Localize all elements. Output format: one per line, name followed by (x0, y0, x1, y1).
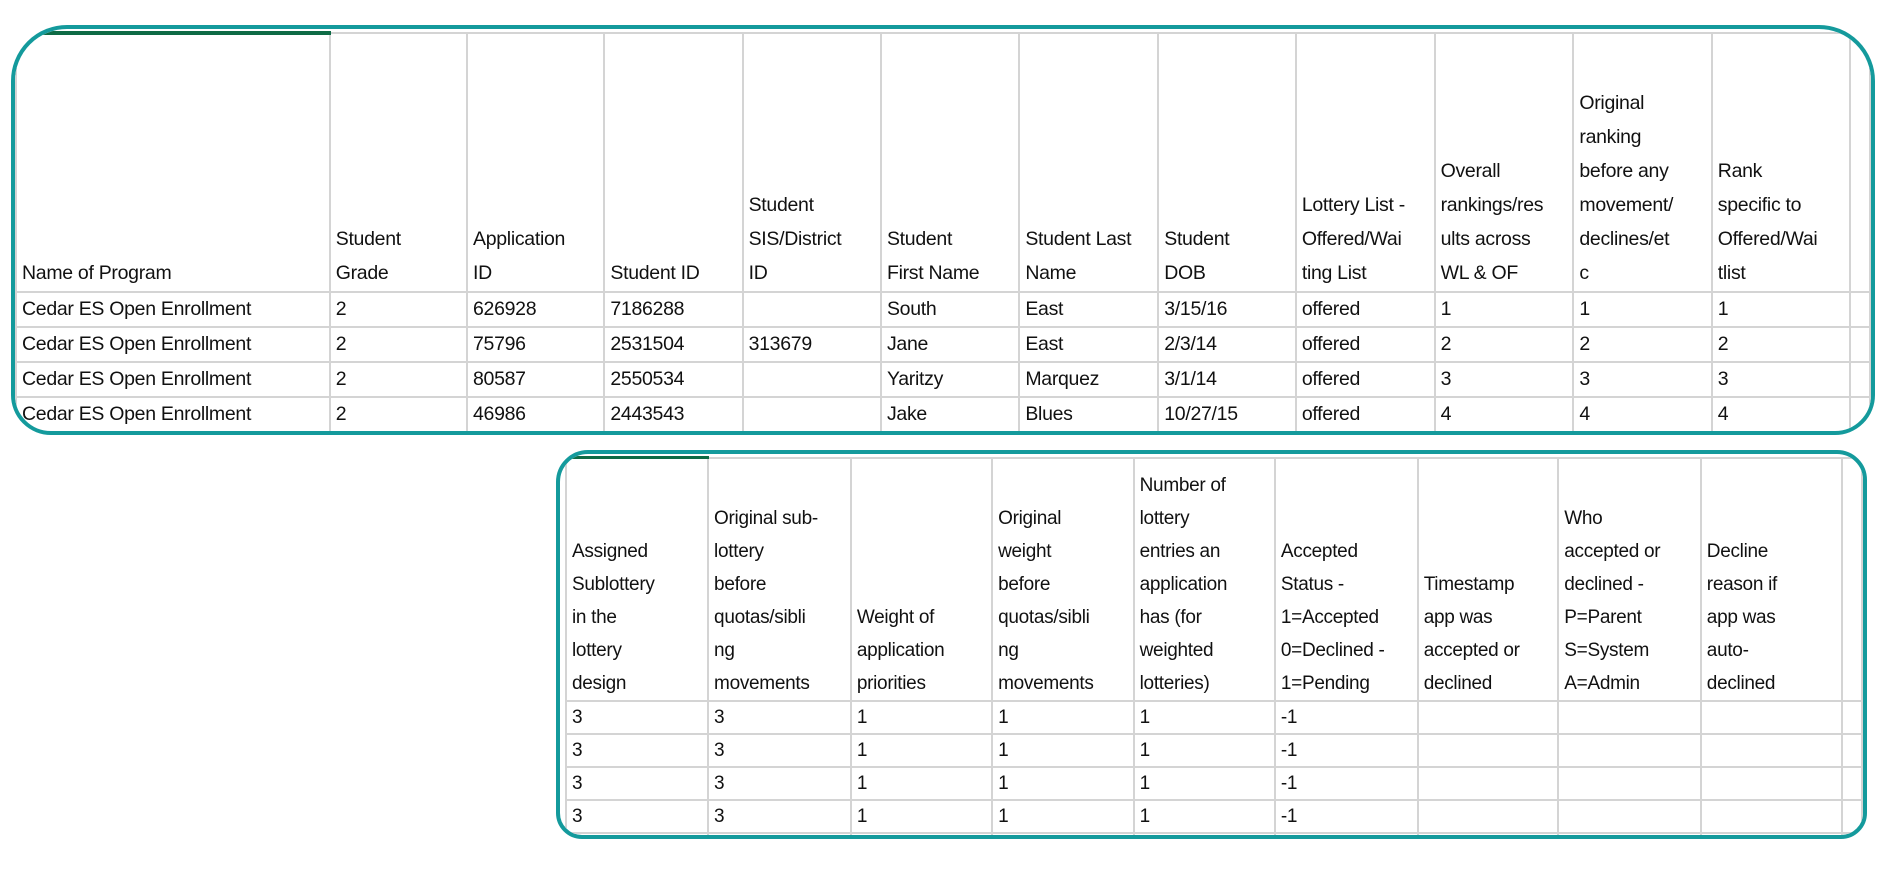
empty-row (566, 833, 1862, 839)
header-text-line: reason if (1706, 574, 1777, 595)
header-text-line: application (1139, 574, 1228, 595)
column-header-who-accepted-or-declined-p-parent-s-system-a-admin[interactable] (1558, 458, 1701, 702)
header-text-line: DOB (1164, 262, 1206, 284)
column-header-student-grade[interactable] (330, 33, 467, 292)
empty-cell[interactable] (1435, 432, 1574, 435)
cell-student-sis-district-id[interactable] (743, 362, 881, 397)
header-text-line: movements (714, 673, 810, 694)
header-text-line: Offered/Wai (1301, 228, 1402, 250)
column-header-original-sub-lottery-before-quotas-sibli-ng-movements[interactable] (708, 458, 851, 702)
empty-cell[interactable] (708, 833, 851, 839)
header-text-line: rankings/res (1440, 194, 1544, 216)
column-header-student-dob[interactable] (1158, 33, 1296, 292)
cell-weight-of-application-priorities[interactable]: 1 (851, 800, 992, 833)
header-text-line: movements (998, 673, 1094, 694)
cell-student-dob[interactable]: 2/3/14 (1158, 327, 1296, 362)
column-header-timestamp-app-was-accepted-or-declined[interactable] (1418, 458, 1559, 702)
cell-rank-specific-to-offered-wai-tlist[interactable]: 3 (1712, 362, 1851, 397)
table-row (16, 292, 1870, 327)
cell-weight-of-application-priorities[interactable]: 1 (851, 767, 992, 800)
cell-student-grade[interactable]: 2 (330, 327, 467, 362)
column-header-name-of-program[interactable] (16, 33, 330, 292)
header-text-line: app was (1423, 607, 1493, 628)
cell-student-sis-district-id[interactable]: 313679 (743, 327, 881, 362)
cell-original-ranking-before-any-movement-declines-et-c[interactable]: 3 (1573, 362, 1711, 397)
cell-student-id[interactable]: 2550534 (604, 362, 742, 397)
table-row (16, 397, 1870, 432)
header-text-line: tlist (1717, 262, 1746, 284)
header-text-line: Overall (1440, 160, 1501, 182)
empty-cell[interactable] (1712, 432, 1851, 435)
cell-timestamp-app-was-accepted-or-declined[interactable] (1418, 767, 1559, 800)
empty-cell[interactable] (604, 432, 742, 435)
column-header-student-first-name[interactable] (881, 33, 1019, 292)
header-text-line: in the (572, 607, 617, 628)
empty-header-cell[interactable] (1842, 458, 1862, 702)
cell-who-accepted-or-declined-p-parent-s-system-a-admin[interactable] (1558, 701, 1701, 734)
header-text-line: accepted or (1423, 640, 1520, 661)
column-header-student-sis-district-id[interactable] (743, 33, 881, 292)
cell-assigned-sublottery-in-the-lottery-design[interactable]: 3 (566, 767, 708, 800)
cell-assigned-sublottery-in-the-lottery-design[interactable]: 3 (566, 800, 708, 833)
table-row (566, 800, 1862, 833)
empty-cell[interactable] (566, 833, 708, 839)
empty-cell[interactable] (16, 432, 330, 435)
cell-who-accepted-or-declined-p-parent-s-system-a-admin[interactable] (1558, 734, 1701, 767)
header-text-line: First Name (886, 262, 980, 284)
top-table-highlight-frame (11, 25, 1875, 435)
empty-cell[interactable] (1573, 432, 1711, 435)
header-text-line: Status - (1280, 574, 1344, 595)
header-text-line: WL & OF (1440, 262, 1518, 284)
cell-original-ranking-before-any-movement-declines-et-c[interactable]: 1 (1573, 292, 1711, 327)
empty-cell[interactable] (1842, 701, 1862, 734)
cell-original-weight-before-quotas-sibli-ng-movements[interactable]: 1 (992, 800, 1134, 833)
cell-student-last-name[interactable]: Blues (1019, 397, 1158, 432)
header-text-line: quotas/sibli (998, 607, 1090, 628)
header-text-line: before (714, 574, 767, 595)
header-text-line: Sublottery (572, 574, 655, 595)
header-text-line: Original (1579, 92, 1645, 114)
header-text-line: weight (998, 541, 1052, 562)
cell-student-grade[interactable]: 2 (330, 292, 467, 327)
cell-decline-reason-if-app-was-auto-declined[interactable] (1701, 734, 1843, 767)
column-header-number-of-lottery-entries-an-application-has-for-weighted-lotteries[interactable] (1134, 458, 1275, 702)
header-text-line: Original (998, 508, 1062, 529)
empty-cell[interactable] (1558, 833, 1701, 839)
cell-student-grade[interactable]: 2 (330, 362, 467, 397)
cell-student-first-name[interactable]: South (881, 292, 1019, 327)
header-text-line: ID (748, 262, 768, 284)
cell-student-first-name[interactable]: Jane (881, 327, 1019, 362)
header-text-line: movement/ (1579, 194, 1674, 216)
column-header-application-id[interactable] (467, 33, 604, 292)
empty-cell[interactable] (330, 432, 467, 435)
header-text-line: Name (1025, 262, 1077, 284)
cell-application-id[interactable]: 626928 (467, 292, 604, 327)
cell-original-weight-before-quotas-sibli-ng-movements[interactable]: 1 (992, 734, 1134, 767)
table-row (566, 767, 1862, 800)
empty-cell[interactable] (1701, 833, 1843, 839)
cell-original-sub-lottery-before-quotas-sibli-ng-movements[interactable]: 3 (708, 767, 851, 800)
header-text-line: weighted (1139, 640, 1214, 661)
cell-student-id[interactable]: 2531504 (604, 327, 742, 362)
header-text-line: specific to (1717, 194, 1802, 216)
cell-who-accepted-or-declined-p-parent-s-system-a-admin[interactable] (1558, 767, 1701, 800)
cell-number-of-lottery-entries-an-application-has-for-weighted-lotteries[interactable]: 1 (1134, 701, 1275, 734)
cell-student-sis-district-id[interactable] (743, 292, 881, 327)
header-text-line: Accepted (1280, 541, 1358, 562)
cell-rank-specific-to-offered-wai-tlist[interactable]: 1 (1712, 292, 1851, 327)
cell-original-weight-before-quotas-sibli-ng-movements[interactable]: 1 (992, 767, 1134, 800)
cell-name-of-program[interactable]: Cedar ES Open Enrollment (16, 362, 330, 397)
header-text-line: declined - (1564, 574, 1644, 595)
header-text-line: Decline (1706, 541, 1769, 562)
header-text-line: lottery (714, 541, 764, 562)
cell-decline-reason-if-app-was-auto-declined[interactable] (1701, 767, 1843, 800)
header-text-line: lotteries) (1139, 673, 1210, 694)
cell-original-ranking-before-any-movement-declines-et-c[interactable]: 4 (1573, 397, 1711, 432)
cell-accepted-status-1-accepted-0-declined-1-pending[interactable]: -1 (1275, 800, 1418, 833)
cell-student-grade[interactable]: 2 (330, 397, 467, 432)
cell-accepted-status-1-accepted-0-declined-1-pending[interactable]: -1 (1275, 734, 1418, 767)
column-header-weight-of-application-priorities[interactable] (851, 458, 992, 702)
empty-cell[interactable] (1842, 833, 1862, 839)
header-text-line: Original sub- (714, 508, 818, 529)
cell-rank-specific-to-offered-wai-tlist[interactable]: 4 (1712, 397, 1851, 432)
empty-cell[interactable] (1296, 432, 1435, 435)
header-text-line: 1=Accepted (1280, 607, 1379, 628)
empty-header-cell[interactable] (1850, 33, 1870, 292)
header-text-line: Grade (335, 262, 389, 284)
cell-student-dob[interactable]: 3/15/16 (1158, 292, 1296, 327)
column-header-overall-rankings-res-ults-across-wl-of[interactable] (1435, 33, 1574, 292)
empty-cell[interactable] (1275, 833, 1418, 839)
empty-cell[interactable] (1850, 362, 1870, 397)
empty-cell[interactable] (1418, 833, 1559, 839)
column-header-student-id[interactable] (604, 33, 742, 292)
header-text-line: before (998, 574, 1051, 595)
column-header-assigned-sublottery-in-the-lottery-design[interactable] (566, 458, 708, 702)
table-row (566, 701, 1862, 734)
cell-student-last-name[interactable]: East (1019, 292, 1158, 327)
table-row (566, 734, 1862, 767)
header-text-line: declined (1423, 673, 1493, 694)
empty-cell[interactable] (743, 432, 881, 435)
header-text-line: Number of (1139, 475, 1226, 496)
header-text-line: priorities (856, 673, 926, 694)
cell-timestamp-app-was-accepted-or-declined[interactable] (1418, 734, 1559, 767)
header-text-line: auto- (1706, 640, 1749, 661)
header-text-line: accepted or (1564, 541, 1661, 562)
column-header-lottery-list-offered-wai-ting-list[interactable] (1296, 33, 1435, 292)
column-header-student-last-name[interactable] (1019, 33, 1158, 292)
cell-number-of-lottery-entries-an-application-has-for-weighted-lotteries[interactable]: 1 (1134, 734, 1275, 767)
header-text-line: design (572, 673, 627, 694)
empty-cell[interactable] (467, 432, 604, 435)
column-header-original-ranking-before-any-movement-declines-et-c[interactable] (1573, 33, 1711, 292)
header-text-line: ults across (1440, 228, 1531, 250)
header-text-line: quotas/sibli (714, 607, 806, 628)
cell-original-sub-lottery-before-quotas-sibli-ng-movements[interactable]: 3 (708, 734, 851, 767)
header-text-line: entries an (1139, 541, 1221, 562)
cell-timestamp-app-was-accepted-or-declined[interactable] (1418, 701, 1559, 734)
header-text-line: application (856, 640, 945, 661)
header-text-line: ID (472, 262, 492, 284)
cell-application-id[interactable]: 46986 (467, 397, 604, 432)
cell-weight-of-application-priorities[interactable]: 1 (851, 734, 992, 767)
column-header-decline-reason-if-app-was-auto-declined[interactable] (1701, 458, 1843, 702)
cell-overall-rankings-res-ults-across-wl-of[interactable]: 1 (1435, 292, 1574, 327)
spreadsheet-bottom-section (565, 456, 1863, 839)
empty-cell[interactable] (1842, 800, 1862, 833)
header-text-line: Assigned (572, 541, 648, 562)
header-text-line: before any (1579, 160, 1669, 182)
header-text-line: ranking (1579, 126, 1642, 148)
header-text-line: P=Parent (1564, 607, 1642, 628)
cell-lottery-list-offered-wai-ting-list[interactable]: offered (1296, 362, 1435, 397)
header-text-line: Student (1164, 228, 1230, 250)
header-text-line: Offered/Wai (1717, 228, 1818, 250)
header-text-line: SIS/District (748, 228, 842, 250)
empty-cell[interactable] (1850, 397, 1870, 432)
cell-original-sub-lottery-before-quotas-sibli-ng-movements[interactable]: 3 (708, 701, 851, 734)
header-text-line: S=System (1564, 640, 1649, 661)
header-text-line: 1=Pending (1280, 673, 1370, 694)
cell-student-dob[interactable]: 3/1/14 (1158, 362, 1296, 397)
cell-assigned-sublottery-in-the-lottery-design[interactable]: 3 (566, 734, 708, 767)
cell-lottery-list-offered-wai-ting-list[interactable]: offered (1296, 397, 1435, 432)
column-header-rank-specific-to-offered-wai-tlist[interactable] (1712, 33, 1851, 292)
empty-cell[interactable] (992, 833, 1134, 839)
empty-cell[interactable] (881, 432, 1019, 435)
header-text-line: Student Last (1025, 228, 1132, 250)
cell-timestamp-app-was-accepted-or-declined[interactable] (1418, 800, 1559, 833)
header-text-line: declines/et (1579, 228, 1670, 250)
cell-student-last-name[interactable]: Marquez (1019, 362, 1158, 397)
empty-cell[interactable] (1134, 833, 1275, 839)
cell-overall-rankings-res-ults-across-wl-of[interactable]: 4 (1435, 397, 1574, 432)
cell-student-dob[interactable]: 10/27/15 (1158, 397, 1296, 432)
cell-lottery-list-offered-wai-ting-list[interactable]: offered (1296, 327, 1435, 362)
bottom-table-highlight-frame (556, 450, 1867, 839)
cell-assigned-sublottery-in-the-lottery-design[interactable]: 3 (566, 701, 708, 734)
cell-application-id[interactable]: 75796 (467, 327, 604, 362)
header-text-line: Rank (1717, 160, 1763, 182)
cell-name-of-program[interactable]: Cedar ES Open Enrollment (16, 397, 330, 432)
cell-original-sub-lottery-before-quotas-sibli-ng-movements[interactable]: 3 (708, 800, 851, 833)
header-text-line: Weight of (856, 607, 935, 628)
header-text-line: lottery (1139, 508, 1190, 529)
empty-cell[interactable] (1850, 292, 1870, 327)
header-text-line: Student (335, 228, 401, 250)
header-text-line: Application (472, 228, 566, 250)
column-header-accepted-status-1-accepted-0-declined-1-pending[interactable] (1275, 458, 1418, 702)
cell-original-weight-before-quotas-sibli-ng-movements[interactable]: 1 (992, 701, 1134, 734)
header-text-line: Who (1564, 508, 1603, 529)
header-text-line: Lottery List - (1301, 194, 1405, 216)
cell-student-id[interactable]: 7186288 (604, 292, 742, 327)
header-text-line: has (for (1139, 607, 1202, 628)
cell-number-of-lottery-entries-an-application-has-for-weighted-lotteries[interactable]: 1 (1134, 767, 1275, 800)
header-text-line: ting List (1301, 262, 1367, 284)
header-text-line: declined (1706, 673, 1776, 694)
cell-number-of-lottery-entries-an-application-has-for-weighted-lotteries[interactable]: 1 (1134, 800, 1275, 833)
cell-student-id[interactable]: 2443543 (604, 397, 742, 432)
column-header-original-weight-before-quotas-sibli-ng-movements[interactable] (992, 458, 1134, 702)
header-text-line: Student (748, 194, 814, 216)
cell-student-first-name[interactable]: Jake (881, 397, 1019, 432)
cell-student-sis-district-id[interactable] (743, 397, 881, 432)
header-text-line: ng (714, 640, 735, 661)
cell-rank-specific-to-offered-wai-tlist[interactable]: 2 (1712, 327, 1851, 362)
cell-overall-rankings-res-ults-across-wl-of[interactable]: 3 (1435, 362, 1574, 397)
empty-cell[interactable] (1850, 327, 1870, 362)
cell-name-of-program[interactable]: Cedar ES Open Enrollment (16, 292, 330, 327)
header-text-line: app was (1706, 607, 1776, 628)
header-text-line: lottery (572, 640, 622, 661)
cell-original-ranking-before-any-movement-declines-et-c[interactable]: 2 (1573, 327, 1711, 362)
header-text-line: c (1579, 262, 1589, 284)
cell-decline-reason-if-app-was-auto-declined[interactable] (1701, 800, 1843, 833)
spreadsheet-top-section (15, 31, 1871, 435)
empty-cell[interactable] (851, 833, 992, 839)
empty-cell[interactable] (1842, 767, 1862, 800)
cell-student-first-name[interactable]: Yaritzy (881, 362, 1019, 397)
empty-cell[interactable] (1019, 432, 1158, 435)
cell-decline-reason-if-app-was-auto-declined[interactable] (1701, 701, 1843, 734)
cell-who-accepted-or-declined-p-parent-s-system-a-admin[interactable] (1558, 800, 1701, 833)
header-text-line: A=Admin (1564, 673, 1640, 694)
header-row (16, 33, 1870, 292)
cell-accepted-status-1-accepted-0-declined-1-pending[interactable]: -1 (1275, 767, 1418, 800)
cell-weight-of-application-priorities[interactable]: 1 (851, 701, 992, 734)
empty-cell[interactable] (1158, 432, 1296, 435)
empty-row (16, 432, 1870, 435)
header-text-line: Name of Program (22, 262, 172, 284)
header-text-line: Student (886, 228, 953, 250)
table-row (16, 362, 1870, 397)
empty-cell[interactable] (1850, 432, 1870, 435)
empty-cell[interactable] (1842, 734, 1862, 767)
cell-name-of-program[interactable]: Cedar ES Open Enrollment (16, 327, 330, 362)
header-row (566, 458, 1862, 702)
header-text-line: 0=Declined - (1280, 640, 1385, 661)
cell-student-last-name[interactable]: East (1019, 327, 1158, 362)
cell-overall-rankings-res-ults-across-wl-of[interactable]: 2 (1435, 327, 1574, 362)
cell-accepted-status-1-accepted-0-declined-1-pending[interactable]: -1 (1275, 701, 1418, 734)
header-text-line: Timestamp (1423, 574, 1515, 595)
cell-lottery-list-offered-wai-ting-list[interactable]: offered (1296, 292, 1435, 327)
header-text-line: Student ID (610, 262, 700, 284)
cell-application-id[interactable]: 80587 (467, 362, 604, 397)
table-row (16, 327, 1870, 362)
header-text-line: ng (998, 640, 1019, 661)
